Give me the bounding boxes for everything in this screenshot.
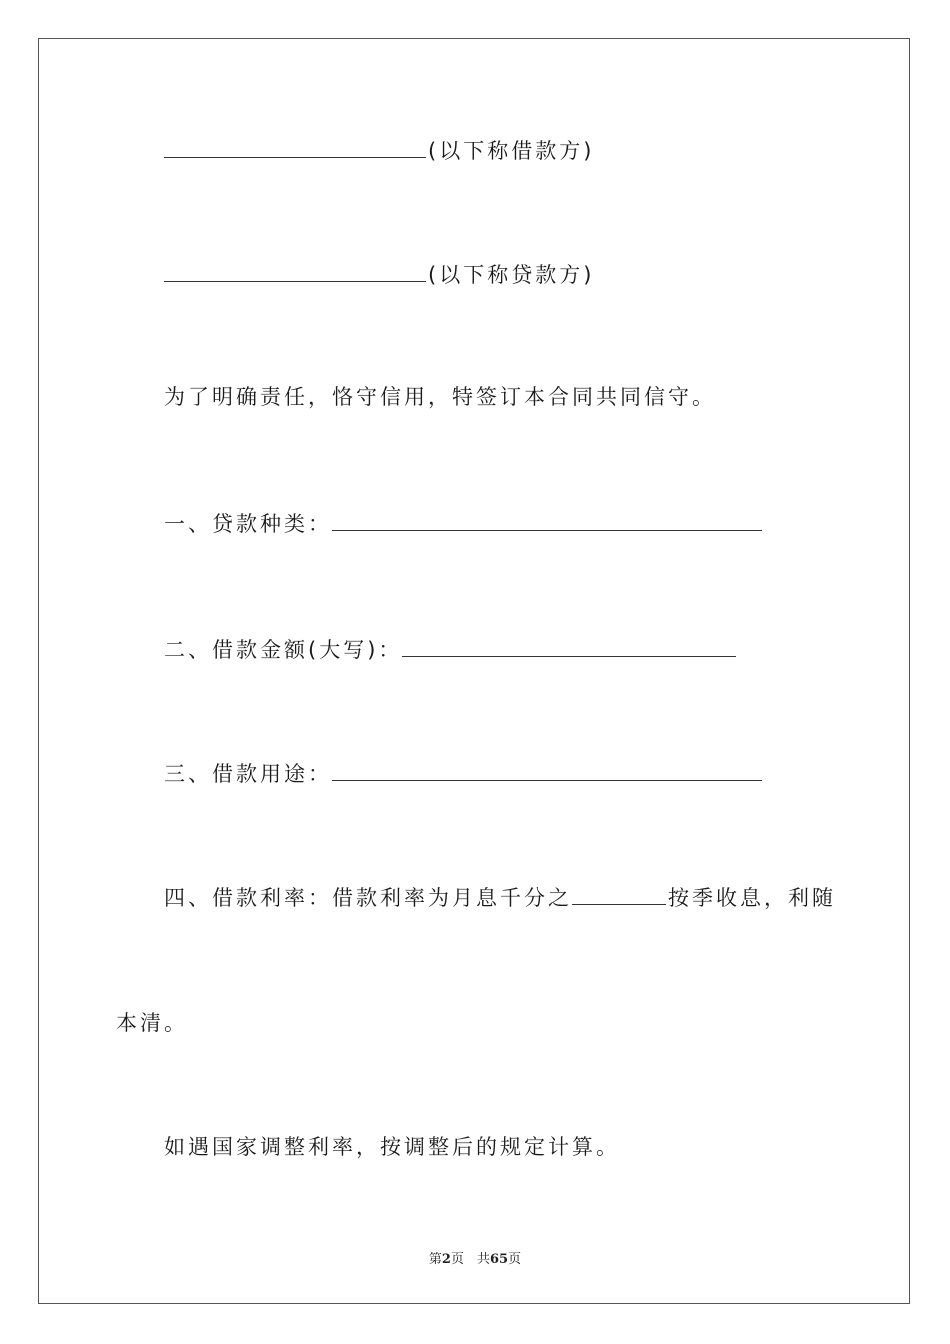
item3-label: 三、借款用途： <box>164 762 332 786</box>
item4-continuation: 本清。 <box>116 1011 188 1035</box>
current-page-number: 2 <box>441 1252 451 1267</box>
item2-line <box>164 636 738 663</box>
item4-part1: 四、借款利率：借款利率为月息千分之 <box>164 886 572 910</box>
item3-line <box>164 760 764 787</box>
item2-label: 二、借款金额(大写)： <box>164 638 403 662</box>
adjustment-clause: 如遇国家调整利率，按调整后的规定计算。 <box>164 1135 620 1159</box>
item4-line <box>164 884 836 911</box>
borrower-suffix: (以下称借款方) <box>428 139 595 163</box>
footer-suffix: 页 <box>508 1252 522 1267</box>
item1-label: 一、贷款种类： <box>164 512 332 536</box>
loan-amount-blank[interactable] <box>402 636 736 657</box>
total-pages-number: 65 <box>489 1252 509 1267</box>
borrower-line <box>164 137 594 164</box>
lender-name-blank[interactable] <box>164 261 426 282</box>
item4-part2: 按季收息，利随 <box>668 886 836 910</box>
preamble: 为了明确责任，恪守信用，特签订本合同共同信守。 <box>164 385 716 409</box>
loan-purpose-blank[interactable] <box>332 760 762 781</box>
footer-mid: 页 共 <box>450 1252 490 1267</box>
footer-prefix: 第 <box>428 1252 442 1267</box>
item1-line <box>164 510 764 537</box>
lender-suffix: (以下称贷款方) <box>428 263 595 287</box>
lender-line <box>164 261 594 288</box>
loan-type-blank[interactable] <box>332 510 762 531</box>
page-footer <box>0 1248 950 1267</box>
interest-rate-blank[interactable] <box>572 884 666 905</box>
page-border <box>38 38 910 1304</box>
borrower-name-blank[interactable] <box>164 137 426 158</box>
